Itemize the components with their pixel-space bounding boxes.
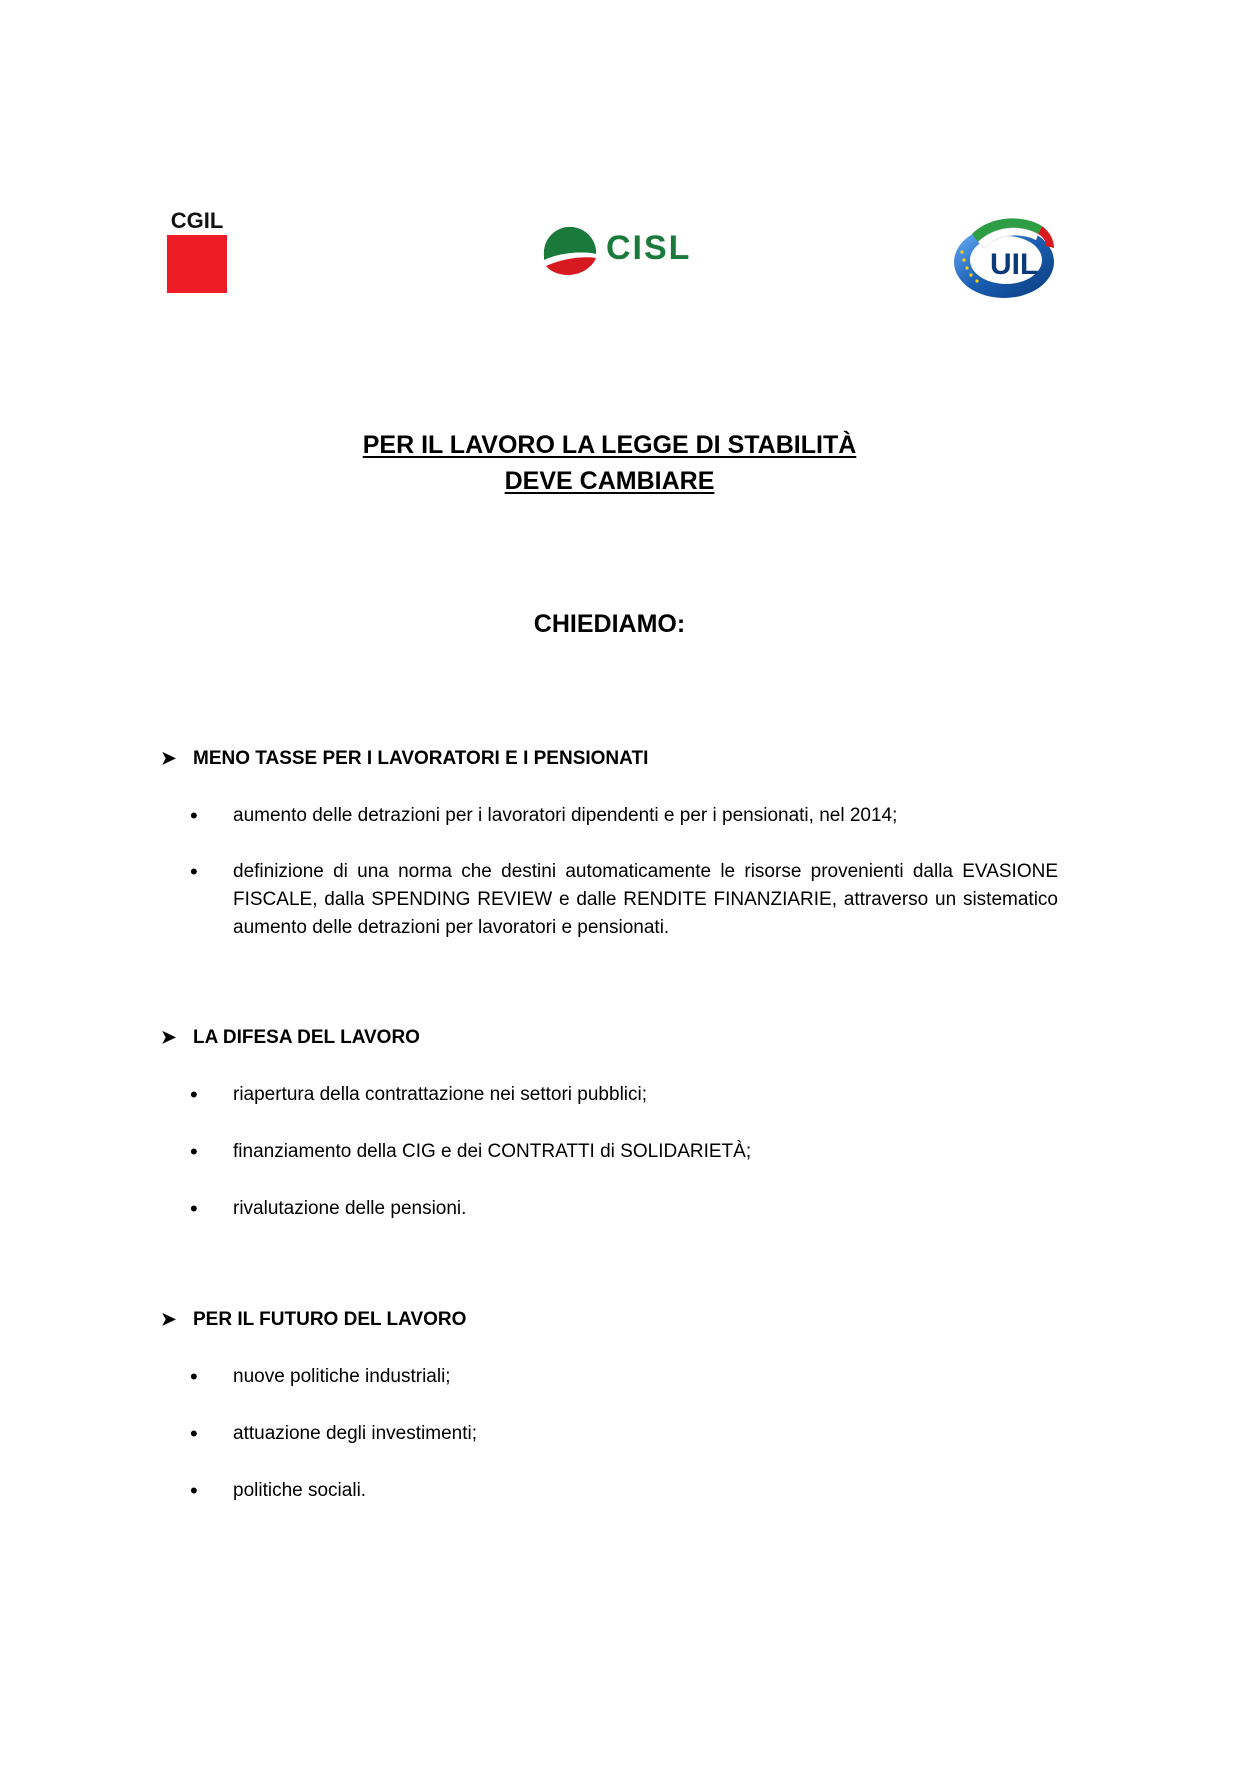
section-heading-text: LA DIFESA DEL LAVORO [193,1027,420,1048]
uil-logo-text: UIL [990,248,1039,281]
section-heading-text: PER IL FUTURO DEL LAVORO [193,1309,467,1330]
list-item [190,1363,1058,1391]
list-item [190,1138,1058,1166]
list-item-text: attuazione degli investimenti; [233,1423,477,1444]
section-heading-text: MENO TASSE PER I LAVORATORI E I PENSIONATI [193,748,649,769]
section-heading-difesa-lavoro [161,1024,420,1051]
list-item [190,1195,1058,1223]
list-item-text: aumento delle detrazioni per i lavoratori dipendenti e per i pensionati, nel 2014; [233,805,898,826]
cisl-emblem-icon [540,220,600,280]
list-item-text: riapertura della contrattazione nei settori pubblici; [233,1084,648,1105]
cisl-logo [540,220,705,280]
cgil-logo [166,210,228,294]
list-item-text: finanziamento della CIG e dei CONTRATTI di SOLIDARIETÀ; [233,1141,752,1162]
list-item [190,1477,1058,1505]
section-heading-futuro-lavoro [161,1306,466,1333]
list-item [190,858,1058,942]
bullet-dot-icon: • [190,1139,198,1164]
cgil-red-square [167,235,227,293]
uil-logo [950,212,1060,304]
document-title-line-2 [0,463,1219,499]
arrow-bullet-icon: ➤ [161,1309,177,1329]
list-item [190,1081,1058,1109]
list-item [190,1420,1058,1448]
title-line-2-text: DEVE CAMBIARE [504,467,715,495]
bullet-dot-icon: • [190,1082,198,1107]
list-item-text: definizione di una norma che destini automaticamente le risorse provenienti dalla EVASIONE FISCALE, dalla SPENDING REVIEW e dalle RENDITE FINANZIARIE, attraverso un sistematico aumento delle detrazioni per lavoratori e pensionati. [233,861,1058,938]
section-heading-meno-tasse [161,745,648,772]
bullet-dot-icon: • [190,859,198,884]
bullet-dot-icon: • [190,1421,198,1446]
document-title-line-1 [0,427,1219,463]
arrow-bullet-icon: ➤ [161,1027,177,1047]
title-line-1-text: PER IL LAVORO LA LEGGE DI STABILITÀ [362,431,857,459]
arrow-bullet-icon: ➤ [161,748,177,768]
list-item [190,802,1058,830]
list-item-text: politiche sociali. [233,1480,367,1501]
uil-ring-emblem-icon [950,212,1060,304]
cgil-logo-text: CGIL [170,208,224,233]
list-item-text: rivalutazione delle pensioni. [233,1198,467,1219]
list-item-text: nuove politiche industriali; [233,1366,451,1387]
bullet-dot-icon: • [190,1364,198,1389]
cisl-logo-text: CISL [606,229,692,267]
bullet-dot-icon: • [190,1478,198,1503]
bullet-dot-icon: • [190,1196,198,1221]
demands-heading: CHIEDIAMO: [533,610,686,638]
bullet-dot-icon: • [190,803,198,828]
